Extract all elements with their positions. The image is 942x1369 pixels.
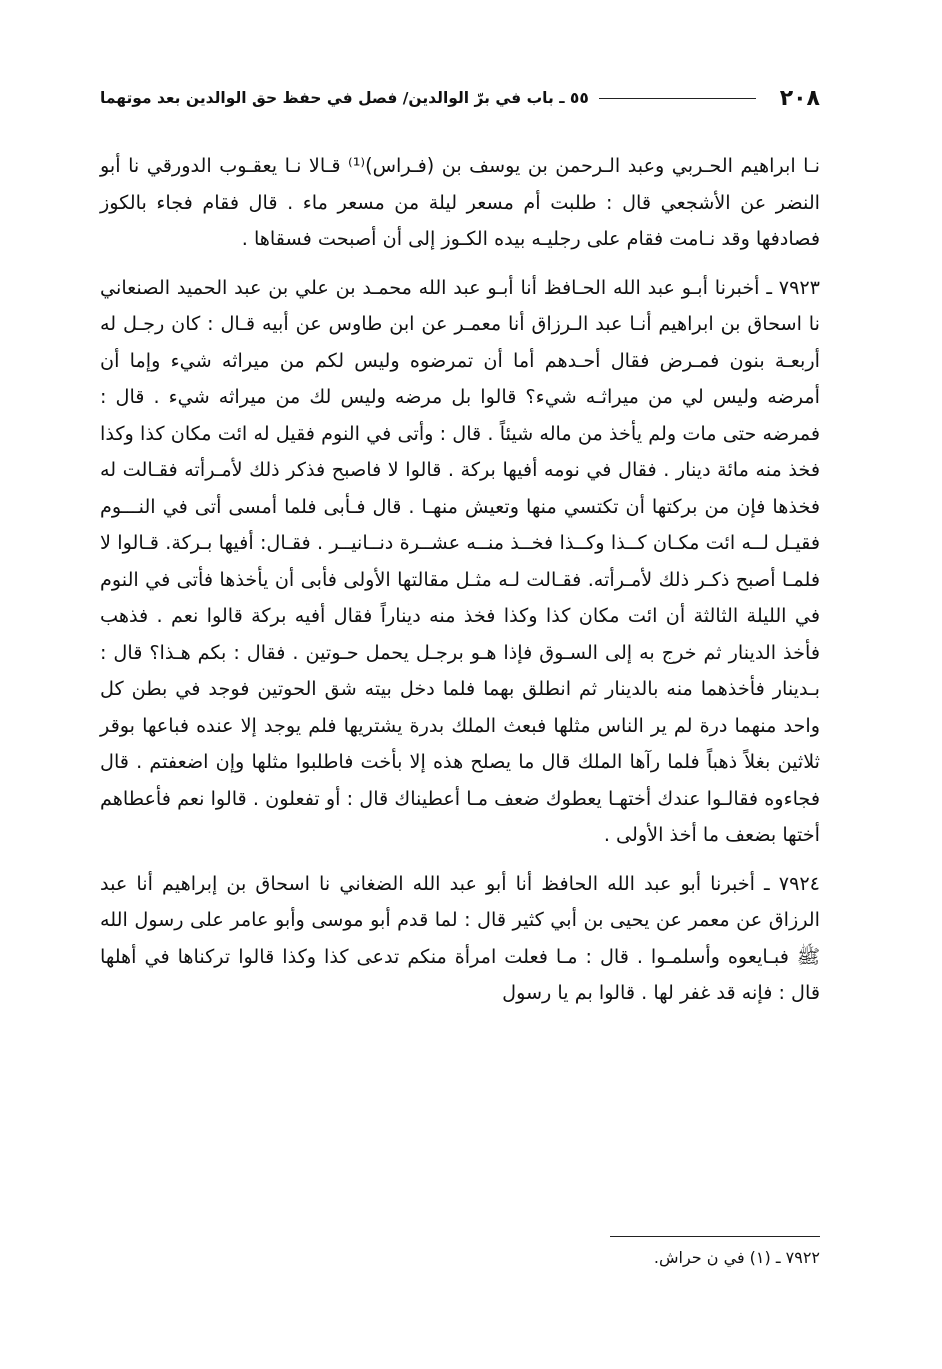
paragraph-continuation: نـا ابراهيم الحـربي وعبد الـرحمن بن يوسف بن (فـراس)⁽¹⁾ قـالا نـا يعقـوب الدورقي نا أبو النضر عن الأشجعي قال : طلبت أم مسعر ليلة من مسعر ماء . قال فقام فجاء بالكوز فصادفها وقد نـامت فقام على رجليـه بيده الكـوز إلى أن أصبحت فسقاها . bbox=[100, 154, 820, 250]
footnote-rule bbox=[610, 1236, 820, 1237]
paragraph-hadith-7924: ٧٩٢٤ ـ أخبرنا أبو عبد الله الحافظ أنا أبو عبد الله الضغاني نا اسحاق بن إبراهيم أنا عبد الرزاق عن معمر عن يحيى بن أبي كثير قال : لما قدم أبو موسى وأبو عامر على رسول الله ﷺ فبـايعوه وأسلمـوا . قال : مـا فعلت امرأة منكم تدعى كذا وكذا قالوا تركناها في أهلها قال : فإنه قد غفر لها . قالوا بم يا رسول bbox=[100, 871, 820, 1004]
running-title: ٥٥ ـ باب في برّ الوالدين/ فصل في حفظ حق الوالدين بعد موتهما bbox=[100, 89, 589, 107]
paragraph-hadith-7923: ٧٩٢٣ ـ أخبرنا أبـو عبد الله الحـافظ أنا أبـو عبد الله محمـد بن علي بن عبد الحميد الصنعاني نا اسحاق بن ابراهيم أنـا عبد الـرزاق أنا معمـر عن ابن طاوس عن أبيه قـال : كان رجـل له أربعـة بنون فمـرض فقال أحـدهم أما أن تمرضوه وليس لكم من ميراثه شيء وإما أن أمرضه وليس لي من ميراثـه شيء؟ قالوا بل مرضه وليس لك من ميراثه شيء . قال : فمرضه حتى مات ولم يأخذ من ماله شيئاً . قال : وأتى في النوم فقيل له ائت مكان كذا وكذا فخذ منه مائة دينار . فقال في نومه أفيها بركة . قالوا لا فاصبح فذكر ذلك لأمـرأته فقـالت له فخذها فإن من بركتها أن تكتسي منها وتعيش منهـا . قال فـأبى فلما أمسى أتى في النـــوم فقيـل لــه ائت مكـان كــذا وكــذا فخــذ منــه عشــرة دنــانيــر . فقـال: أفيها بـركة. قـالوا لا فلمـا أصبح ذكـر ذلك لأمـرأته. فقـالت لـه مثـل مقالتها الأولى فأبى أن يأخذها فأتى في النوم في الليلة الثالثة أن ائت مكان كذا وكذا فخذ منه ديناراً فقال أفيه بركة قالوا نعم . فذهب فأخذ الدينار ثم خرج به إلى السـوق فإذا هـو برجـل يحمل حـوتين . فقال : بكم هـذا؟ قال : بـدينار فأخذهما منه بالدينار ثم انطلق بهما فلما دخل بيته شق الحوتين فوجد في بطن كل واحد منهما درة لم ير الناس مثلها فبعث الملك بدرة يشتريها فلم يوجد إلا عنده فباعها بوقر ثلاثين بغلاً ذهباً فلما رآها الملك قال ما يصلح هذه إلا بأخت فاطلبوا مثلها وإن اضعفتم . قال فجاءوه فقالـوا عندك أختهـا يعطوك ضعف مـا أعطيناك قال : أو تفعلون . قالوا نعم فأعطاهم أختها بضعف ما أخذ الأولى . bbox=[100, 275, 820, 846]
book-page bbox=[100, 78, 820, 1298]
footnote: ٧٩٢٢ ـ (١) في ن حراش. bbox=[653, 1248, 820, 1267]
body-text bbox=[100, 148, 820, 1012]
running-header bbox=[100, 78, 820, 118]
page-number: ٢٠٨ bbox=[779, 85, 820, 111]
header-rule bbox=[599, 98, 756, 99]
